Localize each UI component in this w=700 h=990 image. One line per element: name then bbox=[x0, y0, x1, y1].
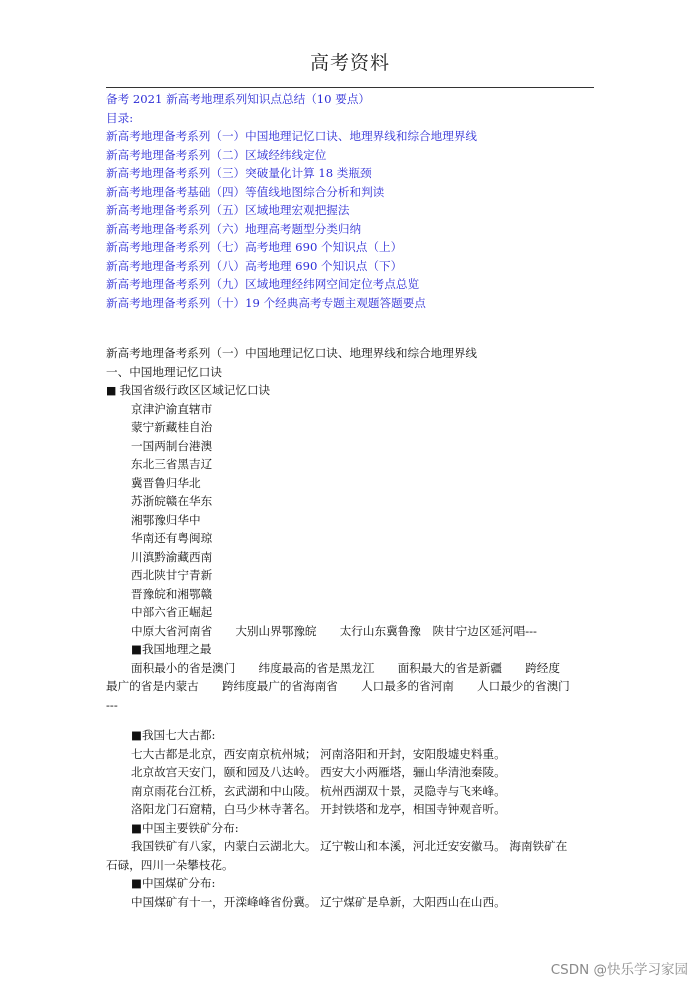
square-bullet-icon: ■ bbox=[106, 384, 117, 397]
rhyme-line: 湘鄂豫归华中 bbox=[131, 512, 201, 527]
toc-item-2[interactable]: 新高考地理备考系列（二）区域经纬线定位 bbox=[106, 147, 327, 162]
capitals-line: 七大古都是北京，西安南京杭州城； 河南洛阳和开封，安阳殷墟史料重。 bbox=[131, 746, 506, 761]
records-line-1: 面积最小的省是澳门 纬度最高的省是黑龙江 面积最大的省是新疆 跨经度 bbox=[131, 660, 560, 675]
rhyme-line: 冀晋鲁归华北 bbox=[131, 475, 201, 490]
heading-coal: ■中国煤矿分布: bbox=[131, 876, 216, 890]
toc-item-4[interactable]: 新高考地理备考基础（四）等值线地图综合分析和判读 bbox=[106, 184, 385, 199]
rhyme-line: 苏浙皖赣在华东 bbox=[131, 494, 213, 508]
toc-label: 目录: bbox=[106, 110, 134, 125]
table-of-contents bbox=[106, 90, 596, 312]
heading-ancient-capitals: ■我国七大古都: bbox=[131, 728, 216, 742]
subsection-title: 一、中国地理记忆口诀 bbox=[106, 364, 222, 379]
toc-item-7[interactable]: 新高考地理备考系列（七）高考地理 690 个知识点（上） bbox=[106, 240, 403, 254]
toc-item-9[interactable]: 新高考地理备考系列（九）区域地理经纬网空间定位考点总览 bbox=[106, 277, 420, 291]
rhyme-line: 京津沪渝直辖市 bbox=[131, 401, 213, 416]
section-body bbox=[106, 344, 596, 911]
coal-line-1: 中国煤矿有十一，开滦峰峰省份冀。 辽宁煤矿是阜新，大阳西山在山西。 bbox=[131, 894, 506, 909]
toc-item-3[interactable]: 新高考地理备考系列（三）突破量化计算 18 类瓶颈 bbox=[106, 166, 372, 180]
page-header-title: 高考资料 bbox=[309, 52, 390, 74]
rhyme-line: 中原大省河南省 大别山界鄂豫皖 太行山东冀鲁豫 陕甘宁边区延河唱--- bbox=[131, 623, 537, 638]
section-title: 新高考地理备考系列（一）中国地理记忆口诀、地理界线和综合地理界线 bbox=[106, 346, 478, 360]
rhyme-line: 川滇黔渝藏西南 bbox=[131, 549, 213, 564]
spacer bbox=[106, 714, 596, 726]
header-divider bbox=[106, 87, 594, 88]
rhyme-line: 一国两制台港澳 bbox=[131, 438, 213, 453]
bullet-provinces: ■ 我国省级行政区区域记忆口诀 bbox=[106, 383, 271, 397]
toc-item-10[interactable]: 新高考地理备考系列（十）19 个经典高考专题主观题答题要点 bbox=[106, 295, 426, 310]
rhyme-line: 西北陕甘宁青新 bbox=[131, 568, 213, 582]
toc-title[interactable]: 备考 2021 新高考地理系列知识点总结（10 要点） bbox=[106, 92, 371, 106]
capitals-line: 洛阳龙门石窟精，白马少林寺著名。 开封铁塔和龙亭，相国寺钟观音听。 bbox=[131, 802, 506, 816]
capitals-line: 北京故宫天安门，颐和园及八达岭。 西安大小两雁塔，骊山华清池秦陵。 bbox=[131, 765, 506, 779]
heading-geo-records: ■我国地理之最 bbox=[131, 642, 212, 656]
rhyme-line: 蒙宁新藏桂自治 bbox=[131, 420, 213, 434]
records-line-3: --- bbox=[106, 697, 118, 712]
csdn-watermark: CSDN @快乐学习家园 bbox=[550, 962, 688, 978]
rhyme-line: 晋豫皖和湘鄂赣 bbox=[131, 586, 213, 601]
capitals-line: 南京雨花台江桥，玄武湖和中山陵。 杭州西湖双十景，灵隐寺与飞来峰。 bbox=[131, 783, 506, 798]
iron-line-1: 我国铁矿有八家，内蒙白云湖北大。 辽宁鞍山和本溪，河北迁安安徽马。 海南铁矿在 bbox=[131, 839, 568, 853]
rhyme-line: 中部六省正崛起 bbox=[131, 605, 213, 619]
toc-item-8[interactable]: 新高考地理备考系列（八）高考地理 690 个知识点（下） bbox=[106, 258, 403, 273]
toc-item-5[interactable]: 新高考地理备考系列（五）区域地理宏观把握法 bbox=[106, 203, 350, 217]
toc-item-6[interactable]: 新高考地理备考系列（六）地理高考题型分类归纳 bbox=[106, 221, 362, 236]
records-line-2: 最广的省是内蒙古 跨纬度最广的省海南省 人口最多的省河南 人口最少的省澳门 bbox=[106, 679, 570, 693]
heading-iron-ore: ■中国主要铁矿分布: bbox=[131, 820, 239, 835]
iron-line-2: 石碌，四川一朵攀枝花。 bbox=[106, 857, 234, 872]
rhyme-line: 东北三省黑吉辽 bbox=[131, 457, 213, 471]
rhyme-line: 华南还有粤闽琼 bbox=[131, 531, 213, 545]
toc-item-1[interactable]: 新高考地理备考系列（一）中国地理记忆口诀、地理界线和综合地理界线 bbox=[106, 129, 478, 143]
